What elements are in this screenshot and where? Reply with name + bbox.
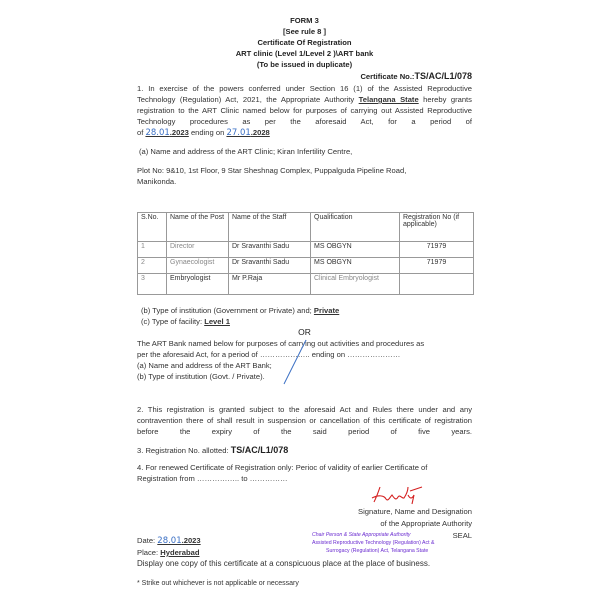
signature-line-2: of the Appropriate Authority [380, 519, 472, 528]
cell: MS OBGYN [311, 242, 400, 258]
paragraph-3 [137, 445, 472, 456]
date-label: Date: [137, 536, 156, 545]
table-row [138, 258, 474, 274]
validity-period: of 28.01.2023 ending on 27.01.2028 [137, 128, 270, 138]
cell: 2 [138, 258, 167, 274]
registration-number: TS/AC/L1/078 [230, 445, 289, 455]
cell [400, 274, 474, 295]
clinic-name: (a) Name and address of the ART Clinic; Kiran Infertility Centre, [139, 147, 353, 156]
cell: 3 [138, 274, 167, 295]
certificate-number [137, 71, 472, 82]
paragraph-1 [137, 83, 472, 127]
signature-line-1: Signature, Name and Designation [358, 507, 472, 516]
cell: 71979 [400, 258, 474, 274]
cell: Dr Sravanthi Sadu [229, 258, 311, 274]
c-label: (c) Type of facility: [141, 317, 203, 326]
col-staff: Name of the Staff [229, 213, 311, 242]
col-registration: Registration No (if applicable) [400, 213, 474, 242]
p1-text-b: hereby grants registration to the ART Clinic named below for purposes of carrying out Assisted Reproductive Technology procedures as per the aforesaid Act, for a period of [137, 95, 472, 126]
issue-place [137, 547, 297, 558]
cell: Gynaecologist [167, 258, 229, 274]
paragraph-4-line-1: 4. For renewed Certificate of Registration only: Perioc of validity of earlier Certificate of [137, 463, 428, 472]
cell: MS OBGYN [311, 258, 400, 274]
cert-value: TS/AC/L1/078 [414, 71, 472, 81]
cert-label: Certificate No.: [360, 72, 415, 81]
paragraph-2: 2. This registration is granted subject to the aforesaid Act and Rules there under and any contravention there of shall result in suspension or cancellation of this certificate of registration before the expiry of the said period of five years. [137, 405, 472, 436]
p3-label: 3. Registration No. allotted: [137, 446, 229, 455]
place-label: Place: [137, 548, 159, 557]
place-value: Hyderabad [160, 548, 200, 557]
date-year: .2023 [181, 536, 201, 545]
start-year: .2023 [169, 128, 189, 137]
display-instruction: Display one copy of this certificate at a conspicuous place at the place of business. [137, 559, 431, 568]
bank-line-2: per the aforesaid Act, for a period of ……………….. ending on ………………… [137, 350, 401, 359]
authority-name: Telangana State [358, 95, 419, 104]
cell: Embryologist [167, 274, 229, 295]
date-handwritten: 28.01 [157, 536, 182, 546]
ending-label: ending on [190, 128, 225, 137]
end-date-handwritten: 27.01 [226, 128, 251, 138]
paragraph-4-line-2: Registration from …………….. to …………… [137, 474, 288, 483]
cell: 1 [138, 242, 167, 258]
doc-title: Certificate Of Registration [257, 38, 352, 47]
col-sno: S.No. [138, 213, 167, 242]
or-separator: OR [298, 327, 311, 337]
clinic-address-1: Plot No: 9&10, 1st Floor, 9 Star Sheshnag Complex, Puppalguda Pipeline Road, [137, 166, 407, 175]
institution-type [141, 305, 476, 316]
duplicate-note: (To be issued in duplicate) [256, 60, 353, 69]
table-row [138, 274, 474, 295]
cell: Director [167, 242, 229, 258]
bank-line-4: (b) Type of institution (Govt. / Private). [137, 372, 265, 381]
start-date-handwritten: 28.01 [145, 128, 170, 138]
bank-line-1: The ART Bank named below for purposes of carrying out activities and procedures as [137, 339, 425, 348]
cell: 71979 [400, 242, 474, 258]
p1-text-a: 1. In exercise of the powers conferred under Section 16 (1) of the Assisted Reproductive Technology (Regulation) Act, 2021, the Appropriate Authority [137, 84, 472, 104]
bank-line-3: (a) Name and address of the ART Bank; [137, 361, 272, 370]
signature-image [370, 485, 430, 505]
form-number: FORM 3 [290, 16, 319, 25]
issue-date [137, 535, 297, 547]
col-qualification: Qualification [311, 213, 400, 242]
rule-ref: [See rule 8 ] [282, 27, 327, 36]
stamp-line-3: Surrogacy (Regulation) Act, Telangana State [326, 548, 429, 554]
b-label: (b) Type of institution (Government or Private) and; [141, 306, 312, 315]
clinic-address-2: Manikonda. [137, 177, 177, 186]
seal-label: SEAL [452, 531, 472, 540]
cell: Mr P.Raja [229, 274, 311, 295]
cell: Clinical Embryologist [311, 274, 400, 295]
strike-note: * Strike out whichever is not applicable or necessary [137, 580, 299, 587]
table-header [138, 213, 474, 242]
staff-table [137, 212, 474, 295]
table-row [138, 242, 474, 258]
col-post: Name of the Post [167, 213, 229, 242]
c-value: Level 1 [204, 317, 230, 326]
b-value: Private [313, 306, 340, 315]
stamp-line-2: Assisted Reproductive Technology (Regulation) Act & [312, 540, 435, 546]
stamp-line-1: Chair Person & State Appropriate Authority [312, 532, 411, 538]
facility-type [141, 316, 476, 327]
end-year: .2028 [250, 128, 270, 137]
doc-subtitle: ART clinic (Level 1/Level 2 )\ART bank [235, 49, 374, 58]
strike-through-mark [280, 338, 310, 386]
cell: Dr Sravanthi Sadu [229, 242, 311, 258]
